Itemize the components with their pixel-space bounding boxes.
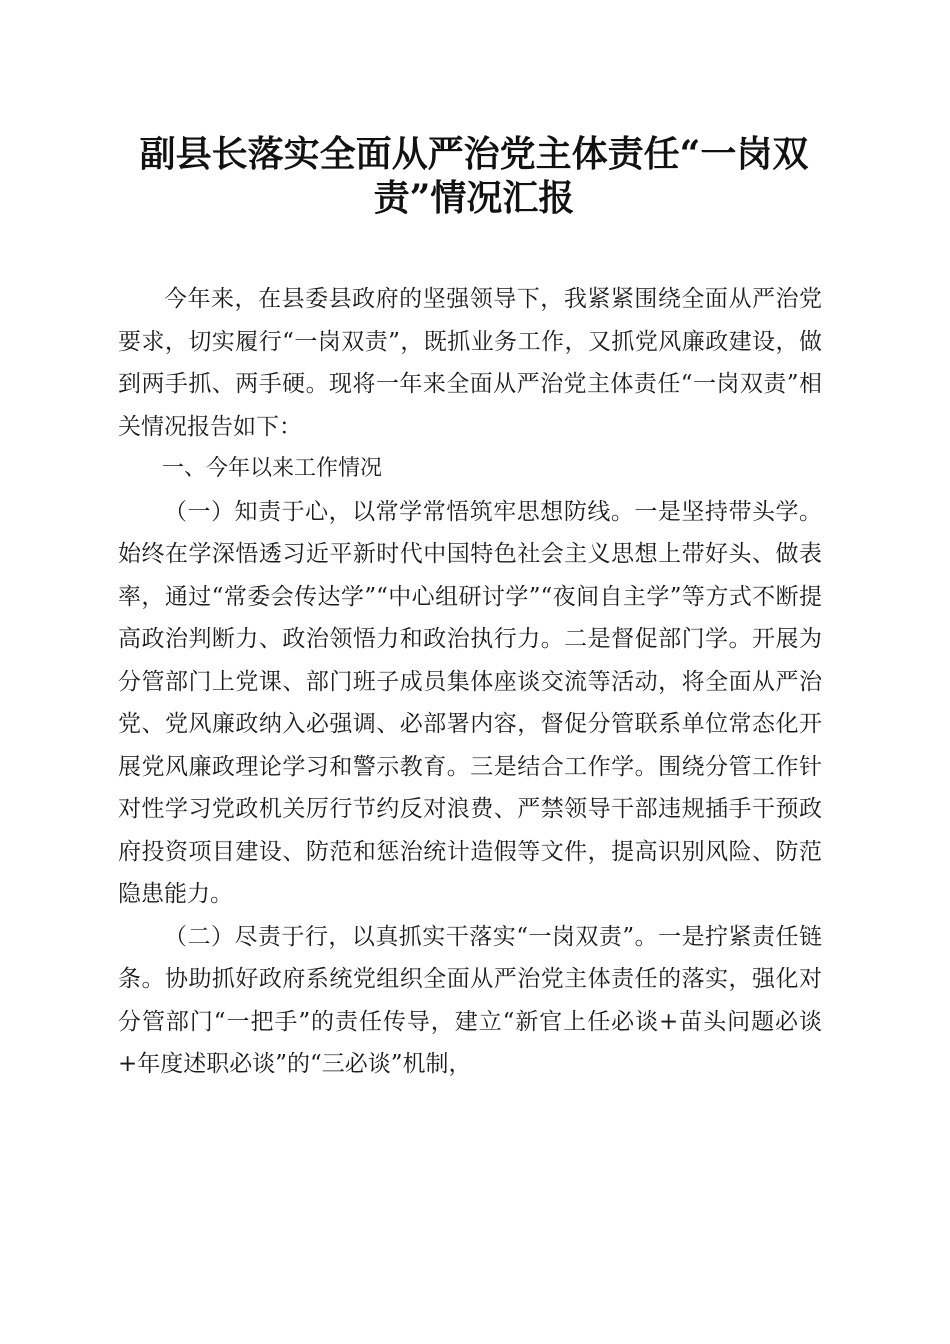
title-line-2: 责”情况汇报 (373, 177, 575, 219)
title-line-1: 副县长落实全面从严治党主体责任“一岗双 (139, 133, 809, 175)
body-paragraph: （二）尽责于行，以真抓实干落实“一岗双责”。一是拧紧责任链条。协助抓好政府系统党组织全面从严治党主体责任的落实，强化对分管部门“一把手”的责任传导，建立“新官上任必谈+苗头问题必谈+年度述职必谈”的“三必谈”机制， (118, 923, 822, 1077)
intro-paragraph: 今年来，在县委县政府的坚强领导下，我紧紧围绕全面从严治党要求，切实履行“一岗双责”，既抓业务工作，又抓党风廉政建设，做到两手抓、两手硬。现将一年来全面从严治党主体责任“一岗双责”相关情况报告如下： (118, 286, 822, 440)
document-title (118, 132, 830, 220)
body-paragraph: （一）知责于心，以常学常悟筑牢思想防线。一是坚持带头学。始终在学深悟透习近平新时代中国特色社会主义思想上带好头、做表率，通过“常委会传达学”“中心组研讨学”“夜间自主学”等方式不断提高政治判断力、政治领悟力和政治执行力。二是督促部门学。开展为分管部门上党课、部门班子成员集体座谈交流等活动，将全面从严治党、党风廉政纳入必强调、必部署内容，督促分管联系单位常态化开展党风廉政理论学习和警示教育。三是结合工作学。围绕分管工作针对性学习党政机关厉行节约反对浪费、严禁领导干部违规插手干预政府投资项目建设、防范和惩治统计造假等文件，提高识别风险、防范隐患能力。 (118, 498, 822, 907)
document-body (118, 278, 822, 1086)
section-heading: 一、今年以来工作情况 (162, 456, 383, 481)
